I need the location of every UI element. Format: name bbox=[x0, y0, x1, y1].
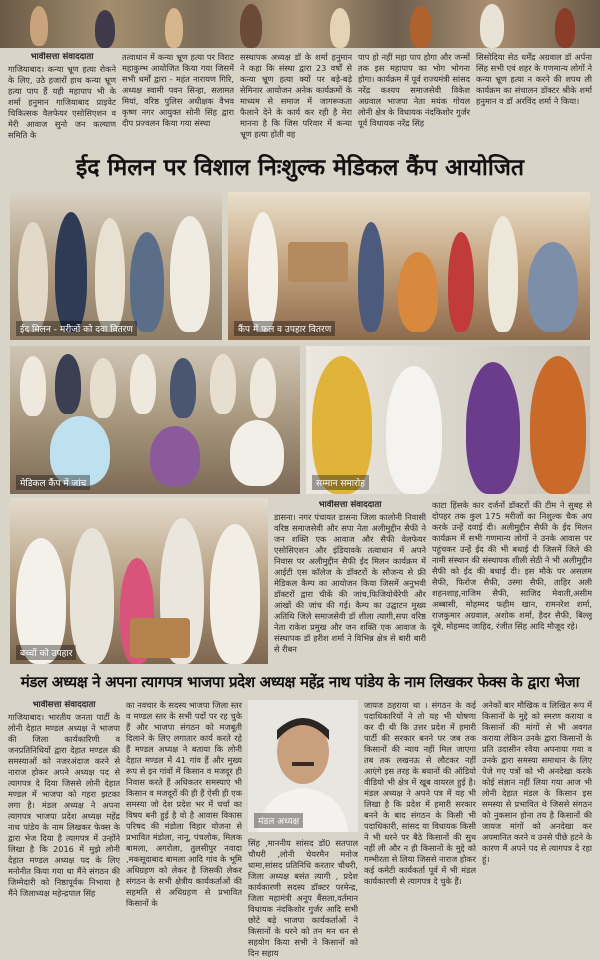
top-col-5-text: सिसोदिया सेठ धर्मेंद्र अग्रवाल डॉ अर्पना सिंह सभी एवं शहर के गणमान्य लोगों ने कन्या भ्रूण हत्या न करने की शपथ ली कार्यक्रम का संचालन डॉक्टर श्रीके शर्मा हनुमान व डॉ अरविंद शर्मा ने किया। bbox=[476, 52, 592, 106]
bottom-byline: भावीसत्ता संवाददाता bbox=[32, 700, 96, 710]
headline-eid-milan: ईद मिलन पर विशाल निःशुल्क मेडिकल कैंप आयोजित bbox=[75, 155, 525, 181]
photo-caption-1: ईद मिलन - मरीजों को दवा वितरण bbox=[16, 321, 137, 336]
top-col-2-text: तत्वाधान में कन्या भ्रूण हत्या पर विराट महाकुम्भ आयोजित किया गया जिसमें सभी धर्मों द्वारा - महंत नारायण गिरि, अध्यक्ष स्वामी पवन सिन्हा, सलामत मियां, वरिष्ठ पुलिस अधीक्षक वैभव कृष्ण नगर आयुक्त सोनी सिंह द्वारा दीप प्रज्वलन किया गया संस्था bbox=[122, 52, 234, 128]
middle-col-2-text: काटा हिंसके कार दर्जनों डॉक्टरों की टीम ने सुबह से दोपहर तक कुल 175 मरीजों का निशुल्क चैक अप करके उन्हें दवाई दी। अलीमुद्दीन सैफी के ईद मिलन कार्यक्रम में सभी गणमान्य लोगों ने उनके आवास पर पहुंचकर उन्हें ईद की भी बधाई दी जिसमें जिले की नामी संस्थान की संस्थापक शीली सेठी ने भी अलीमुद्दीन सैफी को ईद की बधाई दी। इस मौके पर असलम सैफी, फिरोज सैफी, उस्मा सैफी, ताहिर अली शहनशाह,नाजिम सैफी, साजिद मेवाती,असीम अब्बासी, मोहम्मद फहीम खान, रामनरेश शर्मा, राजकुमार अग्रवाल, अशोक शर्मा, हैदर सैफी, बिल्लू दूबे, मोहम्मद जाहिद, रंजीत सिंह आदि मौजूद रहे। bbox=[432, 500, 592, 631]
photo-caption-2: कैंप में फल व उपहार वितरण bbox=[234, 321, 335, 336]
photo-children-gifts bbox=[10, 498, 268, 664]
top-col-3 bbox=[240, 52, 352, 148]
bottom-col-5-text: अनेकों बार मौखिक व लिखित रूप में किसानों के मुद्दे को स्मरण कराया व किसानों की मांगों से भी अवगत कराया लेकिन उनके द्वारा किसानों के प्रति उदासीन रवैया अपनाया गया व उनके द्वारा समस्या समाधान के लिए पेजे गए पत्रों को भी अनदेखा करके कोई संज्ञान नहीं लिया गया आज भी लोनी देहात मंडल के किसान इस समस्या से प्रभावित थे जिससे संगठन को नुकसान होना तय है किसानों की जायज मांगों को अनदेखा कर अपमानित करने व उनसे पीछे हटने के कारण मैं अपने पद से त्यागपत्र दे रहा हूं। bbox=[482, 700, 592, 864]
top-col-5 bbox=[476, 52, 592, 148]
photo-medicine-distribution bbox=[10, 192, 222, 340]
photo-medical-checkup bbox=[10, 346, 300, 494]
bottom-col-4 bbox=[364, 700, 476, 958]
top-photo-strip bbox=[0, 0, 600, 48]
bottom-col-3-text: सिंह ,माननीय सांसद डॉ0 सतपाल चौधरी ,लोनी चेयरमैन मनोज धामा,सांसद प्रतिनिधि करतार चौधरी, जिला अध्यक्ष बसंत त्यागी , प्रदेश कार्यकारणी सदस्य डॉक्टर परमेन्द्र, जिला महामंत्री अनूप बैंसला,वर्तमान विधायक नंदकिशोर गुर्जर आदि सभी छोटे बड़े भाजपा कार्यकर्ताओं ने किसानों के धरने को तन मन धन से सहयोग किया सभी ने किसानों को दिन सहाय bbox=[248, 838, 358, 958]
portrait-mandal-president bbox=[248, 700, 358, 832]
top-byline: भावीसत्ता संवाददाता bbox=[30, 52, 94, 62]
bottom-col-1-text: गाजियाबाद। भारतीय जनता पार्टी के लोनी देहात मण्डल अध्यक्ष ने भाजपा की जिला कार्यकारिणी व जनप्रतिनिधियों द्वारा देहात मण्डल की समस्याओं को नजरअंदाज करने से नाराज होकर अपने अध्यक्ष पद से त्यागपत्र दे दिया जिससे लोनी देहात मण्डल में भाजपा को गहरा झटका लगा है। मंडल अध्यक्ष ने अपना त्यागपत्र भाजपा प्रदेश अध्यक्ष महेंद्र नाथ पांडेय के नाम लिखकर फेक्स के द्वारा भेज दिया है त्यागपत्र में उन्होंने लिखा है कि 2016 में मुझे लोनी देहात मण्डल अध्यक्ष पद के लिए मनोनीत किया गया था मैंने संगठन की जिम्मेदारी को निष्ठापूर्वक निभाया है मैंने जिलाध्यक्ष महेन्द्रपाल सिंह bbox=[8, 712, 120, 898]
middle-col-1-text: डासना। नगर पंचायत डासना जिला कालोनी निवासी वरिष्ठ समाजसेवी और सपा नेता अलीमुद्दीन सैफी ने जन शक्ति एक आवाज और सैफी वेलफेयर एसोसिएशन और इंडियावके तत्वाधान में अपने निवास पर अलीमुद्दीन सैफी ईद मिलन कार्यक्रम में आईटी एस कॉलेज के डॉक्टरों के सौजन्य से फ्री मेडिकल कैम्प का आयोजन किया जिसमें अनुभवी डॉक्टरों द्वारा चीकें की जांच,फिजियोथैरेपी और आंखों की जांच की गई। कैम्प का उद्घाटन मुख्य अतिथि जिले समाजसेवी डॉ शीला त्यागी,सपा वरिष्ठ नेता राकेश प्रमुख और जन शक्ति एक आवाज के संस्थापक डॉ हरीश शर्मा ने विभिन्न क्षेत्र से बारी बारी से रीबन bbox=[274, 512, 426, 654]
bottom-col-4-text: जायज ठहराया था । संगठन के कई पदाधिकारियों ने तो यह भी घोषणा कर दी थी कि उत्तर प्रदेश में हमारी पार्टी की सरकार बनने पर जब तक किसानों की न्याय नहीं मिल जाएगा तब तक लखनऊ से लौटकर नहीं आएंगे इस तरह के बयानों की ऑडियो वीडियो भी क्षेत्र में खूब वायरल हुई है। मंडल अध्यक्ष ने अपने पत्र में यह भी लिखा है कि प्रदेश में हमारी सरकार बनने के बाद संगठन के किसी भी पदाधिकारी, सांसद या विधायक किसी ने भी धरने पर बैठे किसानों की सुध नहीं ली और न ही किसानों के मुद्दे को गम्भीरता से लिया जिससे नाराज होकर कई कमेटी कार्यकर्ता पूर्व में भी मंडल कार्यकारणी से त्यागपत्र दे चुके हैं। bbox=[364, 700, 476, 886]
top-col-1-text: गाजियाबाद। कन्या भ्रूण हत्या रोकने के लिए, उठे हजारों हाथ कन्या भ्रूण हत्या पाप हैं यही महापाप भी के शर्मा हनुमान गाजियाबाद प्राइवेट चिकित्सक वैलफेयर एसोसिएशन व मेरी आवाज सुनो जन कल्याण समिति के bbox=[8, 64, 116, 140]
photo-gift-distribution bbox=[228, 192, 590, 340]
top-col-2 bbox=[122, 52, 234, 148]
bottom-col-1 bbox=[8, 700, 120, 958]
top-col-4-text: पाप हो नहीं महा पाप होगा और जन्मों तक इस महापाप का भोग भोगना होगा। कार्यक्रम में पूर्व राज्यमंत्री सांसद नरेंद्र कश्यप समाजसेवी विकेश अग्रवाल भाजपा नेता मयंक गोयल लोनी क्षेत्र के विधायक नंदकिशोर गुर्जर पूर्व विधायक नरेंद्र सिंह bbox=[358, 52, 470, 128]
middle-byline: भावीसत्ता संवाददाता bbox=[318, 500, 382, 510]
photo-felicitation bbox=[306, 346, 590, 494]
headline-resignation: मंडल अध्यक्ष ने अपना त्यागपत्र भाजपा प्रदेश अध्यक्ष महेंद्र नाथ पांडेय के नाम लिखकर फेक्स के द्वारा भेजा bbox=[20, 673, 580, 691]
bottom-col-5 bbox=[482, 700, 592, 958]
top-col-3-text: सस्थापक अध्यक्ष डॉ के शर्मा हनुमान ने कहा कि संस्था द्वारा 23 वर्षों से कन्या भ्रूण हत्या क्यों पर बड़े-बड़े सेमिनार आयोजन अनेक कार्यक्रमों के माध्यम से समाज में जागरूकता फैलाने देने के कार्य कर रही है मेरा मानना है कि जिस परिवार में कन्या भ्रूण हत्या होती वह bbox=[240, 52, 352, 139]
top-col-1 bbox=[8, 52, 116, 148]
middle-col-1 bbox=[274, 500, 426, 664]
bottom-col-3 bbox=[248, 838, 358, 958]
photo-caption-5: बच्चों को उपहार bbox=[16, 645, 76, 660]
top-col-4 bbox=[358, 52, 470, 148]
middle-col-2 bbox=[432, 500, 592, 664]
photo-caption-3: मेडिकल कैंप में जांच bbox=[16, 475, 90, 490]
bottom-col-2 bbox=[126, 700, 242, 958]
photo-caption-4: सम्मान समारोह bbox=[312, 475, 369, 490]
portrait-caption: मंडल अध्यक्ष bbox=[254, 813, 303, 828]
bottom-col-2-text: का नवचार के सदस्य भाजपा जिला स्तर व मण्डल स्तर के सभी पदों पर रह चुके हैं और भाजपा संगठन को मजबूती दिलाने के लिए लगातार कार्य करते रहे हैं मण्डल अध्यक्ष ने बताया कि लोनी देहात मण्डल में 41 गांव हैं और मुख्य रूप से इन गांवों में किसान व मजदूर ही निवास करते हैं अधिकतर समस्याएं भी किसान व मजदूरों की ही हैं ऐसी ही एक समस्या जो देश प्रदेश भर में चर्चा का विषय बनी हुई है वो है आवास विकास परिषद की मंडोला विहार योजना से प्रभावित मंडोला, नानू, पंचलोक, मिलक बामला, अगरोला, तुलसीपुर नवादा ,मकसूदाबाद बामला आदि गांव के भूमि अधिग्रहण को लेकर है जिसकी लेकर संगठन के सभी क्षेत्रीय कार्यकर्ताओं की सहमति से अधिग्रहण से प्रभावित किसानों के bbox=[126, 700, 242, 908]
